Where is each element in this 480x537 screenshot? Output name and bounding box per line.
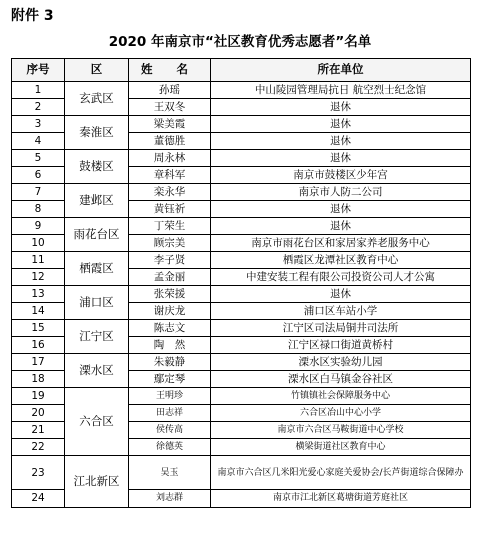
row-district: 鼓楼区 (65, 150, 129, 184)
page-title: 2020 年南京市“社区教育优秀志愿者”名单 (108, 34, 372, 50)
row-unit: 退休 (211, 201, 471, 218)
row-no: 8 (12, 201, 65, 218)
table-row (12, 82, 471, 99)
row-unit: 南京市六合区几米阳光爱心家庭关爱协会/长芦街道综合保障办 (211, 456, 471, 490)
row-no: 15 (12, 320, 65, 337)
row-name: 李子贤 (129, 252, 211, 269)
table-row (12, 388, 471, 405)
table-row (12, 456, 471, 490)
row-name: 王明珍 (129, 388, 211, 405)
row-no: 12 (12, 269, 65, 286)
header-district: 区 (65, 59, 129, 82)
row-no: 24 (12, 490, 65, 508)
row-district: 建邺区 (65, 184, 129, 218)
header-no: 序号 (12, 59, 65, 82)
table-row (12, 218, 471, 235)
row-name: 陶 然 (129, 337, 211, 354)
row-no: 9 (12, 218, 65, 235)
row-unit: 南京市六合区马鞍街道中心学校 (211, 422, 471, 439)
row-no: 3 (12, 116, 65, 133)
row-no: 14 (12, 303, 65, 320)
row-unit: 竹镇镇社会保障服务中心 (211, 388, 471, 405)
row-unit: 南京市雨花台区和家居家养老服务中心 (211, 235, 471, 252)
row-name: 黄钰祈 (129, 201, 211, 218)
row-name: 张荣援 (129, 286, 211, 303)
row-no: 21 (12, 422, 65, 439)
row-no: 16 (12, 337, 65, 354)
attachment-label: 附件 3 (11, 8, 54, 24)
row-name: 周永林 (129, 150, 211, 167)
row-unit: 江宁区禄口街道黄桥村 (211, 337, 471, 354)
row-no: 19 (12, 388, 65, 405)
row-no: 18 (12, 371, 65, 388)
row-unit: 横梁街道社区教育中心 (211, 439, 471, 456)
row-district: 江北新区 (65, 456, 129, 508)
row-no: 7 (12, 184, 65, 201)
row-district: 浦口区 (65, 286, 129, 320)
row-district: 雨花台区 (65, 218, 129, 252)
row-district: 栖霞区 (65, 252, 129, 286)
row-unit: 退休 (211, 116, 471, 133)
row-name: 孙瑶 (129, 82, 211, 99)
table-row (12, 286, 471, 303)
row-name: 朱毅静 (129, 354, 211, 371)
row-no: 11 (12, 252, 65, 269)
row-no: 6 (12, 167, 65, 184)
row-name: 栾永华 (129, 184, 211, 201)
table-row (12, 354, 471, 371)
row-name: 徐德英 (129, 439, 211, 456)
row-name: 鄢定琴 (129, 371, 211, 388)
row-unit: 南京市江北新区葛塘街道芳庭社区 (211, 490, 471, 508)
row-district: 秦淮区 (65, 116, 129, 150)
table-row (12, 320, 471, 337)
row-name: 刘志群 (129, 490, 211, 508)
row-unit: 南京市鼓楼区少年宫 (211, 167, 471, 184)
row-name: 吴玉 (129, 456, 211, 490)
row-name: 顾宗美 (129, 235, 211, 252)
row-no: 1 (12, 82, 65, 99)
row-district: 溧水区 (65, 354, 129, 388)
row-name: 田志祥 (129, 405, 211, 422)
row-unit: 退休 (211, 286, 471, 303)
volunteer-table (11, 58, 471, 508)
table-row (12, 252, 471, 269)
row-unit: 溧水区实验幼儿园 (211, 354, 471, 371)
row-unit: 中山陵园管理局抗日 航空烈士纪念馆 (211, 82, 471, 99)
row-no: 22 (12, 439, 65, 456)
row-no: 17 (12, 354, 65, 371)
row-no: 4 (12, 133, 65, 150)
row-no: 10 (12, 235, 65, 252)
row-name: 丁荣生 (129, 218, 211, 235)
table-row (12, 150, 471, 167)
row-name: 梁美霞 (129, 116, 211, 133)
row-unit: 溧水区白马镇金谷社区 (211, 371, 471, 388)
row-no: 2 (12, 99, 65, 116)
row-name: 章科军 (129, 167, 211, 184)
row-unit: 退休 (211, 150, 471, 167)
row-unit: 六合区冶山中心小学 (211, 405, 471, 422)
table-row (12, 184, 471, 201)
row-district: 江宁区 (65, 320, 129, 354)
row-unit: 浦口区车站小学 (211, 303, 471, 320)
header-unit: 所在单位 (211, 59, 471, 82)
row-name: 孟金丽 (129, 269, 211, 286)
row-unit: 栖霞区龙潭社区教育中心 (211, 252, 471, 269)
row-unit: 江宁区司法局铜井司法所 (211, 320, 471, 337)
row-no: 5 (12, 150, 65, 167)
row-no: 23 (12, 456, 65, 490)
row-no: 20 (12, 405, 65, 422)
row-name: 王双冬 (129, 99, 211, 116)
row-unit: 退休 (211, 133, 471, 150)
header-name: 姓 名 (129, 59, 211, 82)
row-name: 谢庆龙 (129, 303, 211, 320)
row-no: 13 (12, 286, 65, 303)
row-name: 董德胜 (129, 133, 211, 150)
table-header-row (12, 59, 471, 82)
row-name: 陈志文 (129, 320, 211, 337)
row-district: 六合区 (65, 388, 129, 456)
row-district: 玄武区 (65, 82, 129, 116)
row-unit: 退休 (211, 218, 471, 235)
row-unit: 退休 (211, 99, 471, 116)
row-unit: 南京市人防二公司 (211, 184, 471, 201)
table-row (12, 116, 471, 133)
row-unit: 中建安装工程有限公司投资公司人才公寓 (211, 269, 471, 286)
row-name: 侯传高 (129, 422, 211, 439)
